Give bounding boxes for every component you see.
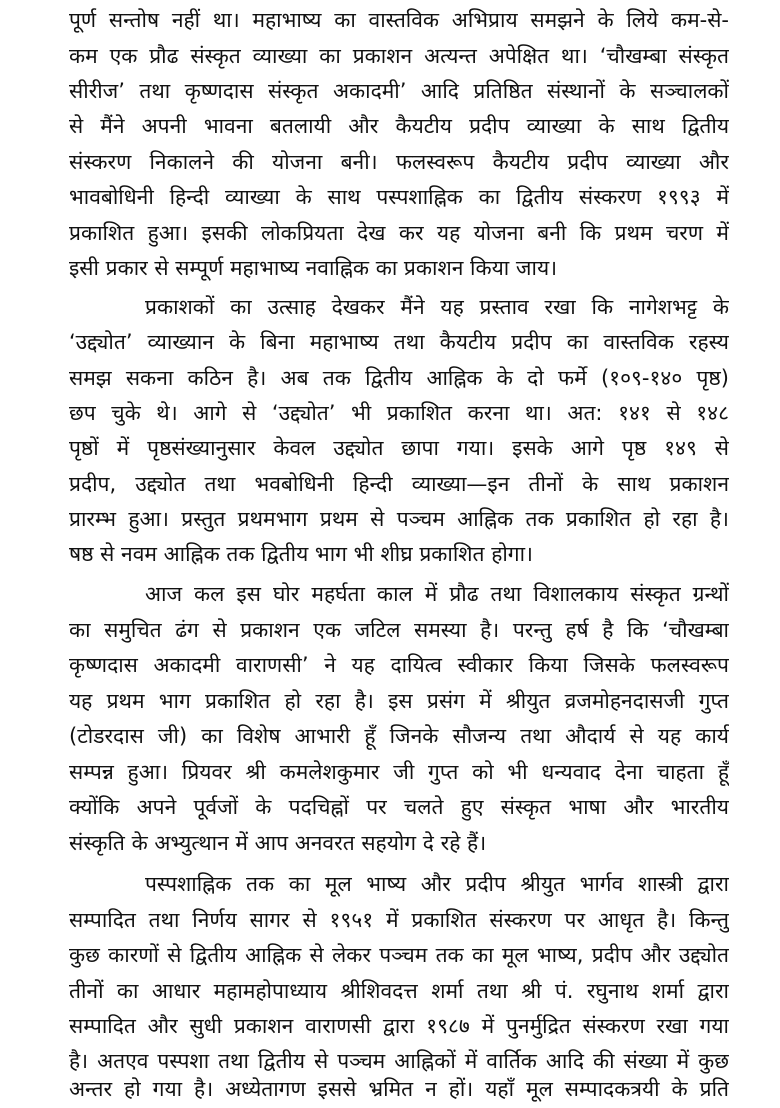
text-line: आज कल इस घोर महर्घता काल में प्रौढ तथा विशालकाय संस्कृत ग्रन्थों xyxy=(145,582,729,606)
text-line: अन्तर हो गया है। अध्येतागण इससे भ्रमित न हों। यहाँ मूल सम्पादकत्रयी के प्रति xyxy=(69,1077,729,1101)
text-line: संस्करण निकालने की योजना बनी। फलस्वरूप कैयटीय प्रदीप व्याख्या और xyxy=(69,150,729,174)
text-line: प्रकाशकों का उत्साह देखकर मैंने यह प्रस्ताव रखा कि नागेशभट्ट के xyxy=(145,295,729,319)
text-line: संस्कृति के अभ्युत्थान में आप अनवरत सहयोग दे रहे हैं। xyxy=(69,831,487,855)
text-line: सीरीज’ तथा कृष्णदास संस्कृत अकादमी’ आदि प्रतिष्ठित संस्थानों के सञ्चालकों xyxy=(69,79,729,103)
text-line: भावबोधिनी हिन्दी व्याख्या के साथ पस्पशाह्निक का द्वितीय संस्करण १९९३ में xyxy=(69,185,729,209)
text-line: कम एक प्रौढ संस्कृत व्याख्या का प्रकाशन अत्यन्त अपेक्षित था। ‘चौखम्बा संस्कृत xyxy=(69,44,729,68)
text-line: क्योंकि अपने पूर्वजों के पदचिह्नों पर चलते हुए संस्कृत भाषा और भारतीय xyxy=(69,795,729,819)
text-line: का समुचित ढंग से प्रकाशन एक जटिल समस्या है। परन्तु हर्ष है कि ‘चौखम्बा xyxy=(69,618,729,642)
text-line: इसी प्रकार से सम्पूर्ण महाभाष्य नवाह्निक का प्रकाशन किया जाय। xyxy=(69,256,558,280)
text-line: है। अतएव पस्पशा तथा द्वितीय से पञ्चम आह्निकों में वार्तिक आदि की संख्या में कुछ xyxy=(69,1049,729,1073)
text-line: प्रदीप, उद्द्योत तथा भवबोधिनी हिन्दी व्याख्या—इन तीनों के साथ प्रकाशन xyxy=(69,472,729,496)
text-line: ‘उद्द्योत’ व्याख्यान के बिना महाभाष्य तथा कैयटीय प्रदीप का वास्तविक रहस्य xyxy=(69,330,729,354)
text-line: पूर्ण सन्तोष नहीं था। महाभाष्य का वास्तविक अभिप्राय समझने के लिये कम-से- xyxy=(69,8,729,32)
text-line: सम्पन्न हुआ। प्रियवर श्री कमलेशकुमार जी गुप्त को भी धन्यवाद देना चाहता हूँ xyxy=(69,760,729,784)
text-line: षष्ठ से नवम आह्निक तक द्वितीय भाग भी शीघ्र प्रकाशित होगा। xyxy=(69,542,534,566)
text-line: यह प्रथम भाग प्रकाशित हो रहा है। इस प्रसंग में श्रीयुत व्रजमोहनदासजी गुप्त xyxy=(69,689,729,713)
text-line: पस्पशाह्निक तक का मूल भाष्य और प्रदीप श्रीयुत भार्गव शास्त्री द्वारा xyxy=(145,872,729,896)
text-line: प्रकाशित हुआ। इसकी लोकप्रियता देख कर यह योजना बनी कि प्रथम चरण में xyxy=(69,221,729,245)
text-line: से मैंने अपनी भावना बतलायी और कैयटीय प्रदीप व्याख्या के साथ द्वितीय xyxy=(69,114,729,138)
text-line: कुछ कारणों से द्वितीय आह्निक से लेकर पञ्चम तक का मूल भाष्य, प्रदीप और उद्द्योत xyxy=(69,943,729,967)
text-line: प्रारम्भ हुआ। प्रस्तुत प्रथमभाग प्रथम से पञ्चम आह्निक तक प्रकाशित हो रहा है। xyxy=(69,507,729,531)
text-line: (टोडरदास जी) का विशेष आभारी हूँ जिनके सौजन्य तथा औदार्य से यह कार्य xyxy=(69,724,729,748)
text-line: छप चुके थे। आगे से ‘उद्द्योत’ भी प्रकाशित करना था। अत: १४१ से १४८ xyxy=(69,401,729,425)
text-line: तीनों का आधार महामहोपाध्याय श्रीशिवदत्त शर्मा तथा श्री पं. रघुनाथ शर्मा द्वारा xyxy=(69,979,729,1003)
text-line: समझ सकना कठिन है। अब तक द्वितीय आह्निक के दो फर्मे (१०९-१४० पृष्ठ) xyxy=(69,366,729,390)
text-line: सम्पादित और सुधी प्रकाशन वाराणसी द्वारा १९८७ में पुनर्मुद्रित संस्करण रखा गया xyxy=(69,1014,729,1038)
text-line: कृष्णदास अकादमी वाराणसी’ ने यह दायित्व स्वीकार किया जिसके फलस्वरूप xyxy=(69,653,729,677)
text-line: पृष्ठों में पृष्ठसंख्यानुसार केवल उद्द्योत छापा गया। इसके आगे पृष्ठ १४९ से xyxy=(69,436,729,460)
text-line: सम्पादित तथा निर्णय सागर से १९५१ में प्रकाशित संस्करण पर आधृत है। किन्तु xyxy=(69,908,729,932)
